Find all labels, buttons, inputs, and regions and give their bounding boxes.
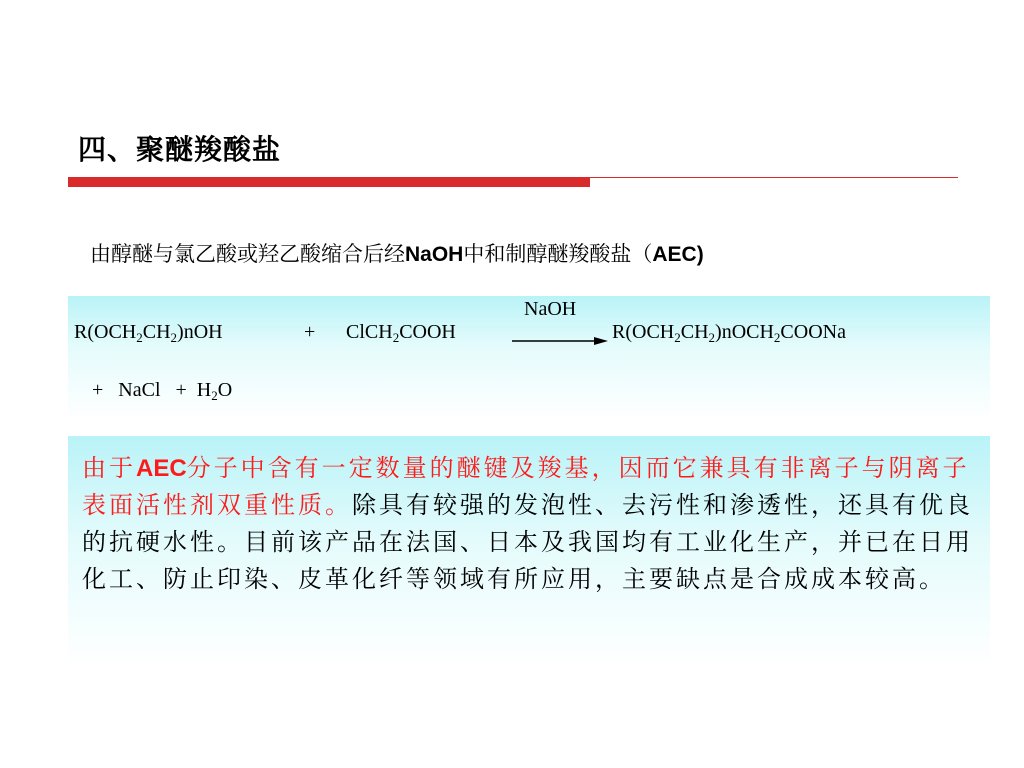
reactant-2: ClCH$_2$COOH [346,321,456,345]
slide-title: 四、聚醚羧酸盐 [78,133,282,166]
body-text: 除具有较强的发泡性、去污性和渗透性，还具有优良的抗硬水性。目前该产品在法国、日本及我国均有工业化生产，并已在日用化工、防止印染、皮革化纤等领域有所应用，主要缺点是合成成本较高。 [82,491,973,593]
highlight-text: 由于AEC分子中含有一定数量的醚键及羧基，因而它兼具有非离子与阴离子表面活性剂双重性质。 [82,454,970,519]
reaction-arrow-icon [512,336,608,346]
intro-naoh: NaOH [405,243,464,266]
intro-sentence [90,238,704,268]
intro-aec: AEC) [652,243,704,266]
intro-text-2: 中和制醇醚羧酸盐（ [463,242,653,266]
description-paragraph [82,450,988,598]
product: $R(OCH_2CH_2)nOCH_2COONa$ [612,321,846,345]
catalyst-label: NaOH [524,298,577,320]
byproducts: + NaCl + $H_2O$ [92,379,233,403]
plus-sign: + [304,321,316,343]
intro-text-1: 由醇醚与氯乙酸或羟乙酸缩合后经 [90,242,405,266]
title-underline-line [590,177,958,178]
reactant-1: $R(OCH_2CH_2)nOH$ [74,321,223,345]
title-underline-bar [68,177,590,187]
